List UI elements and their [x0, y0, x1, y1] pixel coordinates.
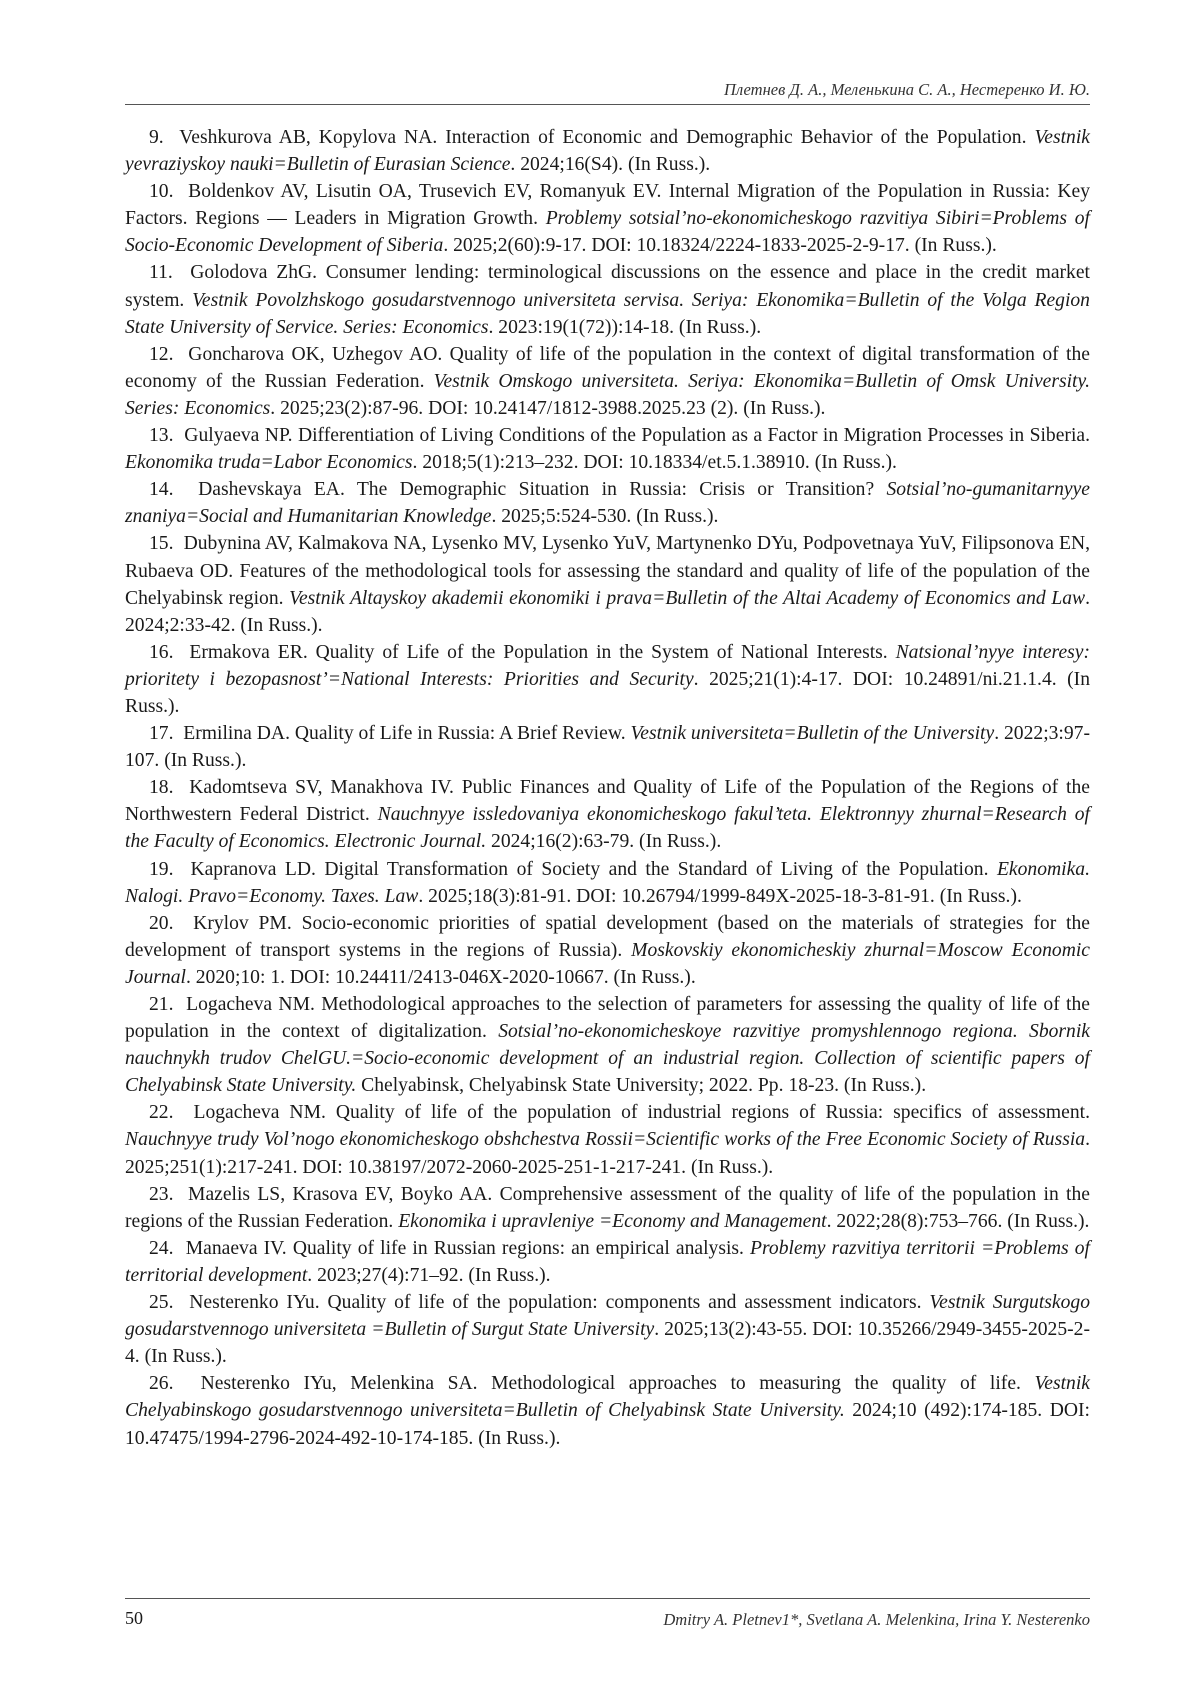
reference-text: 22. Logacheva NM. Quality of life of the population of industrial regions of Russia: specifics of assessment. [149, 1102, 1090, 1124]
reference-text: 23. Mazelis LS, Krasova EV, Boyko AA. Comprehensive assessment of the quality of life of the population in the regions of the Russian Federation. [125, 1183, 1090, 1232]
reference-journal: Vestnik Altayskoy akademii ekonomiki i prava=Bulletin of the Altai Academy of Economics and Law [289, 587, 1086, 609]
footer-rule [125, 1598, 1090, 1599]
reference-journal: Vestnik Chelyabinskogo gosudarstvennogo universiteta=Bulletin of Chelyabinsk State University. [125, 1373, 1090, 1422]
reference-entry [125, 530, 1090, 638]
reference-text: 25. Nesterenko IYu. Quality of life of the population: components and assessment indicators. [149, 1292, 930, 1314]
reference-details: . 2024;16(S4). (In Russ.). [510, 154, 711, 176]
reference-entry [125, 1099, 1090, 1180]
reference-text: 21. Logacheva NM. Methodological approaches to the selection of parameters for assessing the quality of life of the population in the context of digitalization. [125, 994, 1090, 1043]
reference-journal: Vestnik Povolzhskogo gosudarstvennogo universiteta servisa. Seriya: Ekonomika=Bulletin of the Volga Region State University of Service. Series: Economics [125, 289, 1090, 338]
reference-details: . 2025;18(3):81-91. DOI: 10.26794/1999-849X-2025-18-3-81-91. (In Russ.). [418, 885, 1022, 907]
reference-journal: Sotsial’no-ekonomicheskoye razvitiye promyshlennogo regiona. Sbornik nauchnykh trudov ChelGU.=Socio-economic development of an industrial region. Collection of scientific papers of Chelyabinsk State University. [125, 1021, 1090, 1097]
reference-entry [125, 910, 1090, 991]
reference-journal: Vestnik universiteta=Bulletin of the University [630, 723, 995, 745]
reference-journal: Vestnik Omskogo universiteta. Seriya: Ekonomika=Bulletin of Omsk University. Series: Economics [125, 370, 1090, 419]
reference-entry [125, 341, 1090, 422]
reference-journal: Ekonomika truda=Labor Economics [125, 452, 413, 474]
reference-text: 19. Kapranova LD. Digital Transformation of Society and the Standard of Living of the Population. [149, 858, 997, 880]
reference-details: . 2023;27(4):71–92. (In Russ.). [307, 1264, 551, 1286]
reference-details: . 2025;21(1):4-17. DOI: 10.24891/ni.21.1.4. (In Russ.). [125, 668, 1090, 717]
reference-entry [125, 259, 1090, 340]
reference-entry [125, 856, 1090, 910]
reference-entry [125, 774, 1090, 855]
reference-journal: Sotsial’no-gumanitarnyye znaniya=Social and Humanitarian Knowledge [125, 479, 1090, 528]
reference-text: 12. Goncharova OK, Uzhegov AO. Quality of life of the population in the context of digital transformation of the economy of the Russian Federation. [125, 343, 1090, 392]
reference-text: 10. Boldenkov AV, Lisutin OA, Trusevich EV, Romanyuk EV. Internal Migration of the Population in Russia: Key Factors. Regions — Leaders in Migration Growth. [125, 181, 1090, 230]
reference-journal: Ekonomika. Nalogi. Pravo=Economy. Taxes. Law [125, 858, 1090, 907]
reference-details: 2024;16(2):63-79. (In Russ.). [486, 831, 722, 853]
reference-journal: Vestnik yevraziyskoy nauki=Bulletin of Eurasian Science [125, 127, 1090, 176]
reference-text: 14. Dashevskaya EA. The Demographic Situation in Russia: Crisis or Transition? [149, 479, 887, 501]
reference-journal: Natsional’nyye interesy: prioritety i bezopasnost’=National Interests: Priorities and Security [125, 641, 1090, 690]
reference-details: Chelyabinsk, Chelyabinsk State University; 2022. Pp. 18-23. (In Russ.). [356, 1075, 927, 1097]
reference-details: 2024;10 (492):174-185. DOI: 10.47475/1994-2796-2024-492-10-174-185. (In Russ.). [125, 1400, 1091, 1449]
reference-details: . 2025;5:524-530. (In Russ.). [491, 506, 719, 528]
reference-details: . 2025;2(60):9-17. DOI: 10.18324/2224-1833-2025-2-9-17. (In Russ.). [443, 235, 997, 257]
reference-entry [125, 720, 1090, 774]
reference-entry [125, 178, 1090, 259]
reference-journal: Problemy sotsial’no-ekonomicheskogo razvitiya Sibiri=Problems of Socio-Economic Development of Siberia [125, 208, 1090, 257]
reference-entry [125, 476, 1090, 530]
reference-entry [125, 639, 1090, 720]
reference-entry [125, 1370, 1090, 1451]
reference-journal: Vestnik Surgutskogo gosudarstvennogo universiteta =Bulletin of Surgut State University [125, 1292, 1091, 1341]
reference-text: 13. Gulyaeva NP. Differentiation of Living Conditions of the Population as a Factor in Migration Processes in Siberia. [149, 425, 1090, 447]
reference-details: . 2025;23(2):87-96. DOI: 10.24147/1812-3988.2025.23 (2). (In Russ.). [270, 397, 826, 419]
reference-journal: Problemy razvitiya territorii =Problems of territorial development [125, 1237, 1090, 1286]
reference-text: 20. Krylov PM. Socio-economic priorities of spatial development (based on the materials of strategies for the development of transport systems in the regions of Russia). [125, 912, 1090, 961]
running-head: Плетнев Д. А., Меленькина С. А., Нестеренко И. Ю. [724, 80, 1090, 99]
reference-text: 11. Golodova ZhG. Consumer lending: terminological discussions on the essence and place in the credit market system. [125, 262, 1090, 311]
reference-text: 17. Ermilina DA. Quality of Life in Russia: A Brief Review. [149, 723, 631, 745]
page-number: 50 [125, 1608, 143, 1628]
reference-details: . 2023:19(1(72)):14-18. (In Russ.). [488, 316, 762, 338]
reference-entry [125, 991, 1090, 1099]
reference-details: . 2024;2:33-42. (In Russ.). [125, 587, 1090, 636]
reference-text: 26. Nesterenko IYu, Melenkina SA. Methodological approaches to measuring the quality of life. [149, 1373, 1035, 1395]
header-rule [125, 104, 1090, 105]
reference-text: 9. Veshkurova AB, Kopylova NA. Interaction of Economic and Demographic Behavior of the Population. [149, 127, 1035, 148]
reference-entry [125, 422, 1090, 476]
reference-details: . 2025;251(1):217-241. DOI: 10.38197/2072-2060-2025-251-1-217-241. (In Russ.). [125, 1129, 1090, 1178]
reference-entry [125, 1289, 1090, 1370]
footer-authors: Dmitry A. Pletnev1*, Svetlana A. Melenkina, Irina Y. Nesterenko [663, 1610, 1090, 1629]
reference-text: 24. Manaeva IV. Quality of life in Russian regions: an empirical analysis. [149, 1237, 751, 1259]
reference-journal: Ekonomika i upravleniye =Economy and Management [398, 1210, 827, 1232]
reference-details: . 2020;10: 1. DOI: 10.24411/2413-046X-2020-10667. (In Russ.). [185, 966, 696, 988]
reference-list [125, 124, 1090, 1452]
reference-entry [125, 1235, 1090, 1289]
reference-entry [125, 1181, 1090, 1235]
reference-text: 16. Ermakova ER. Quality of Life of the Population in the System of National Interests. [149, 641, 896, 663]
reference-journal: Moskovskiy ekonomicheskiy zhurnal=Moscow Economic Journal [125, 939, 1090, 988]
reference-text: 15. Dubynina AV, Kalmakova NA, Lysenko MV, Lysenko YuV, Martynenko DYu, Podpovetnaya YuV, Filipsonova EN, Rubaeva OD. Features of the methodological tools for assessing the standard and quality of life of the population of the Chelyabinsk region. [125, 533, 1090, 609]
reference-details: . 2022;3:97-107. (In Russ.). [125, 723, 1090, 772]
reference-journal: Nauchnyye issledovaniya ekonomicheskogo fakul’teta. Elektronnyy zhurnal=Research of the Faculty of Economics. Electronic Journal. [125, 804, 1090, 853]
reference-text: 18. Kadomtseva SV, Manakhova IV. Public Finances and Quality of Life of the Population of the Regions of the Northwestern Federal District. [125, 777, 1090, 826]
reference-entry [125, 124, 1090, 178]
reference-details: . 2022;28(8):753–766. (In Russ.). [826, 1210, 1090, 1232]
reference-details: . 2025;13(2):43-55. DOI: 10.35266/2949-3455-2025-2-4. (In Russ.). [125, 1319, 1090, 1368]
reference-journal: Nauchnyye trudy Vol’nogo ekonomicheskogo obshchestva Rossii=Scientific works of the Free Economic Society of Russia [125, 1129, 1086, 1151]
reference-details: . 2018;5(1):213–232. DOI: 10.18334/et.5.1.38910. (In Russ.). [412, 452, 897, 474]
